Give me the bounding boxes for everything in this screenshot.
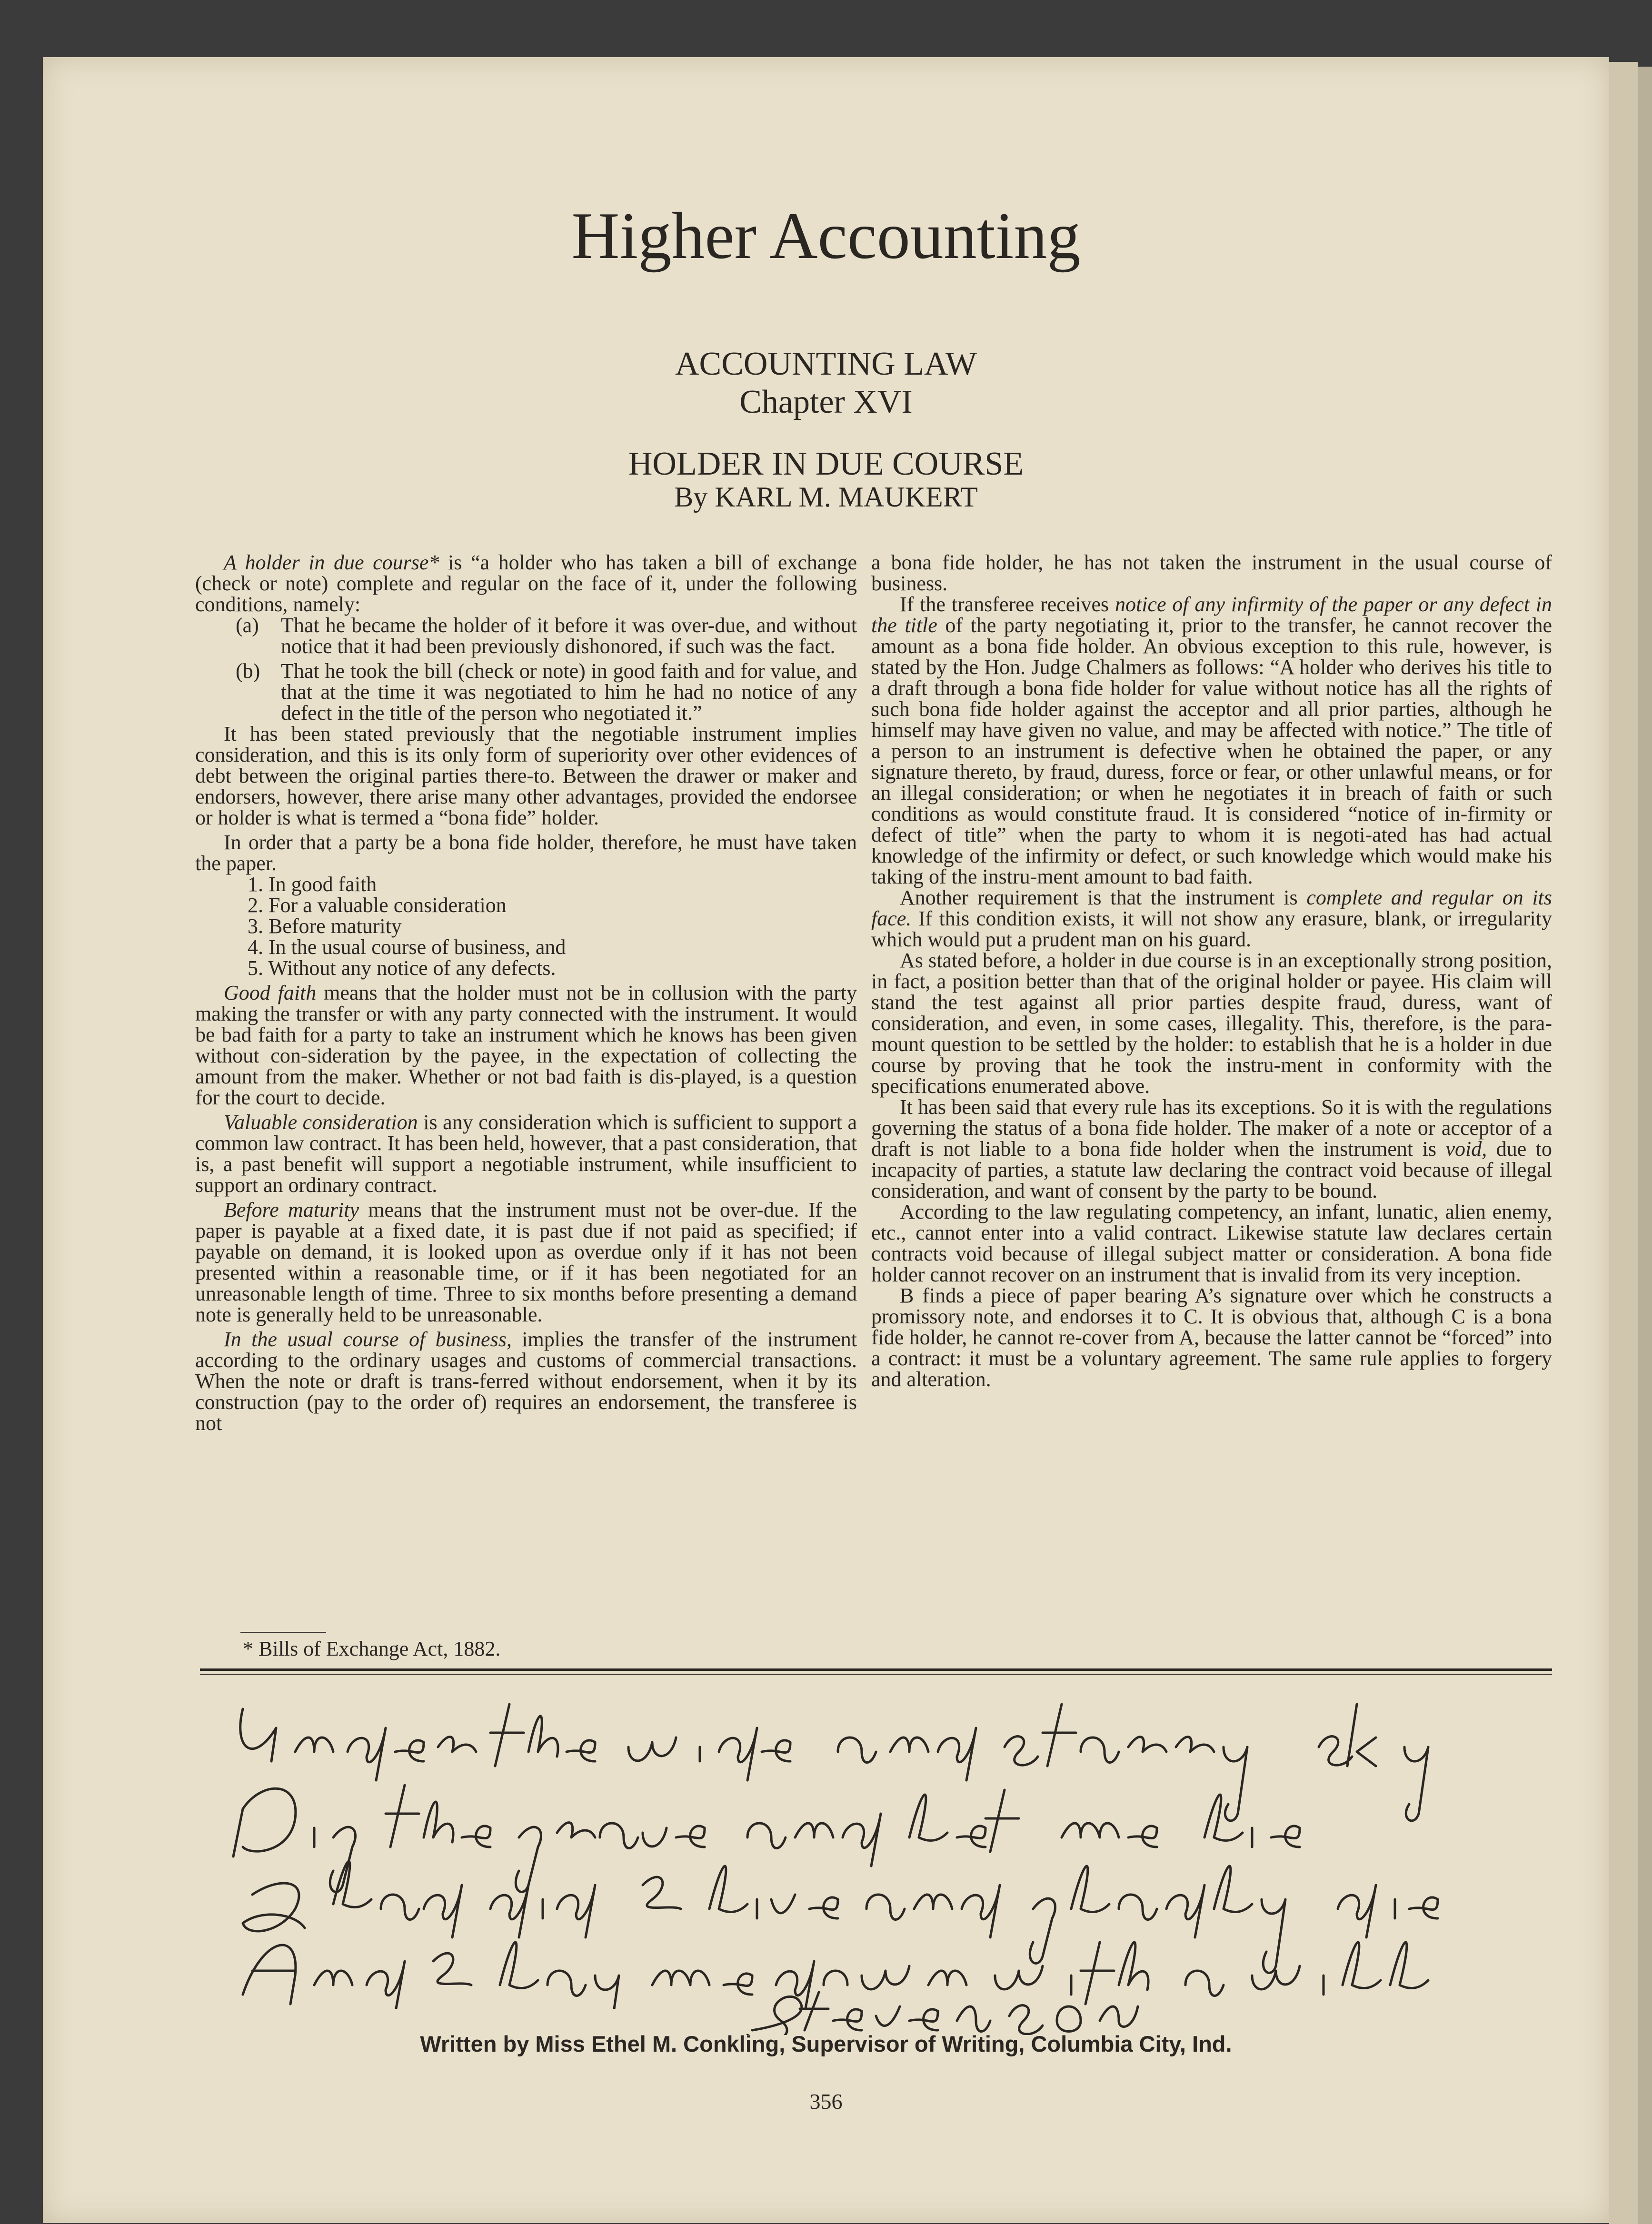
divider-rule-thin xyxy=(200,1674,1552,1675)
paragraph xyxy=(195,983,857,1108)
article-heading: HOLDER IN DUE COURSE xyxy=(628,446,1024,482)
paragraph: As stated before, a holder in due course is in an exceptionally strong position, in fact, a position better than that of the original holder or payee. His claim will stand the test against all prior parties despite fraud, duress, want of consideration, and even, in some cases, illegality. This, therefore, is the para-mount question to be settled by the holder: to establish that he is a holder in due course by proving that he took the instru-ment in conformity with the specifications enumerated above. xyxy=(871,949,1552,1098)
italic-term: A holder in due course* xyxy=(224,551,439,574)
paragraph: a bona fide holder, he has not taken the instrument in the usual course of business. xyxy=(871,551,1552,595)
condition-a xyxy=(236,614,857,658)
text: Another requirement is that the instrument is xyxy=(900,886,1307,909)
list-item: 4. In the usual course of business, and xyxy=(248,935,566,959)
paragraph xyxy=(195,1329,857,1434)
italic-term: Valuable consideration xyxy=(224,1111,418,1134)
paragraph xyxy=(871,887,1552,950)
handwritten-poem xyxy=(224,1676,1547,2009)
paragraph xyxy=(195,1112,857,1196)
paragraph: It has been stated previously that the negotiable instrument implies consideration, and this is its only form of superiority over other evidences of debt between the original parties there-to. Between the drawer or maker and endorsers, however, there arise many other advantages, provided the endorsee or holder is what is termed a “bona fide” holder. xyxy=(195,722,857,829)
italic-term: In the usual course of business, xyxy=(224,1328,512,1351)
chapter-heading: Chapter XVI xyxy=(739,384,913,420)
page-number: 356 xyxy=(809,2089,843,2114)
text: That he became the holder of it before it was over-due, and without notice that it had been previously dishonored, if such was the fact. xyxy=(281,614,857,658)
text: is “a holder who has taken a bill of exchange (check or note) complete and regular on the face of it, under the following conditions, namely: xyxy=(195,551,857,616)
text: If the transferee receives xyxy=(900,593,1115,616)
footnote: * Bills of Exchange Act, 1882. xyxy=(243,1637,501,1660)
stevenson-signature xyxy=(743,1983,1143,2035)
footnote-rule xyxy=(240,1632,326,1633)
italic-term: void, xyxy=(1445,1137,1487,1161)
section-heading: ACCOUNTING LAW xyxy=(675,346,977,382)
text: implies the transfer of the instrument according to the ordinary usages and customs of commercial transactions. When the note or draft is trans-ferred without endorsement, when it by its construction (pay to the order of) requires an endorsement, the transferee is not xyxy=(195,1328,857,1435)
list-item: 3. Before maturity xyxy=(248,914,402,938)
text: of the party negotiating it, prior to the transfer, he cannot recover the amount as a bona fide holder. An obvious exception to this rule, however, is stated by the Hon. Judge Chalmers as follows: “A holder who derives his title to a draft through a bona fide holder for value without notice has all the rights of such bona fide holder against the acceptor and all prior parties, although he himself may have given no value, and may be affected with notice.” The title of a person to an instrument is defective when he obtained the paper, or any signature thereto, by fraud, duress, force or fear, or other unlawful means, or for an illegal consideration; or when he negotiates it in breach of faith or such conditions as would constitute fraud. It is considered “notice of in-firmity or defect of title” when the party to whom it is negoti-ated has had actual knowledge of the infirmity or defect, or such knowledge which would make his taking of the instru-ment amount to bad faith. xyxy=(871,614,1552,888)
paragraph xyxy=(871,1097,1552,1201)
divider-rule xyxy=(200,1668,1552,1671)
paragraph: According to the law regulating competency, an infant, lunatic, alien enemy, etc., cannot enter into a valid contract. Likewise statute law declares certain contracts void because of illegal subject matter or consideration. A bona fide holder cannot recover on an instrument that is invalid from its very inception. xyxy=(871,1200,1552,1286)
magazine-page xyxy=(43,57,1609,2223)
label: (b) xyxy=(236,659,260,683)
page-edge xyxy=(1609,62,1638,2224)
condition-b xyxy=(236,659,857,725)
label: (a) xyxy=(236,614,259,637)
paragraph xyxy=(195,552,857,615)
paragraph xyxy=(195,1200,857,1325)
text: means that the instrument must not be over-due. If the paper is payable at a fixed date, it is past due if not paid as specified; if payable on demand, it is looked upon as overdue only if it has not been presented within a reasonable time, or if it has been negotiated for an unreasonable length of time. Three to six months before presenting a demand note is generally held to be unreasonable. xyxy=(195,1198,857,1326)
paragraph: In order that a party be a bona fide holder, therefore, he must have taken the paper. xyxy=(195,831,857,875)
page-title: Higher Accounting xyxy=(571,199,1081,273)
text: means that the holder must not be in collusion with the party making the transfer or with any party connected with the instrument. It would be bad faith for a party to take an instrument which he knows has been given without con-sideration by the payee, in the expectation of collecting the amount from the maker. Whether or not bad faith is dis-played, is a question for the court to decide. xyxy=(195,981,857,1109)
byline: By KARL M. MAUKERT xyxy=(674,481,978,513)
italic-term: complete and regular on its face. xyxy=(871,886,1552,930)
italic-term: Good faith xyxy=(224,981,317,1004)
right-column xyxy=(871,552,1552,1390)
paragraph: B finds a piece of paper bearing A’s signature over which he constructs a promissory note, and endorses it to C. It is obvious that, although C is a bona fide holder, he cannot re-cover from A, because the latter cannot be “forced” into a contract: it must be a voluntary agreement. The same rule applies to forgery and alteration. xyxy=(871,1284,1552,1391)
list-item: 5. Without any notice of any defects. xyxy=(248,956,556,980)
text: due to incapacity of parties, a statute law declaring the contract void because of illegal consideration, and want of consent by the party to be bound. xyxy=(871,1137,1552,1202)
text: That he took the bill (check or note) in good faith and for value, and that at the time it was negotiated to him he had no notice of any defect in the title of the person who negotiated it.” xyxy=(281,659,857,725)
page-edge-shadow xyxy=(1638,67,1652,2224)
italic-term: notice of any infirmity of the paper or any defect in the title xyxy=(871,593,1552,637)
text: It has been said that every rule has its exceptions. So it is with the regulations governing the status of a bona fide holder. The maker of a note or acceptor of a draft is not liable to a bona fide holder when the instrument is xyxy=(871,1095,1552,1161)
text: If this condition exists, it will not show any erasure, blank, or irregularity which would put a prudent man on his guard. xyxy=(871,907,1552,951)
left-column xyxy=(195,552,857,1434)
list-item: 1. In good faith xyxy=(248,873,377,896)
paragraph xyxy=(871,594,1552,887)
text: is any consideration which is sufficient to support a common law contract. It has been held, however, that a past consideration, that is, a past benefit will support a negotiable instrument, while insufficient to support an ordinary contract. xyxy=(195,1111,857,1197)
italic-term: Before maturity xyxy=(224,1198,359,1221)
list-item: 2. For a valuable consideration xyxy=(248,894,507,917)
writing-credit: Written by Miss Ethel M. Conkling, Supervisor of Writing, Columbia City, Ind. xyxy=(420,2031,1232,2056)
